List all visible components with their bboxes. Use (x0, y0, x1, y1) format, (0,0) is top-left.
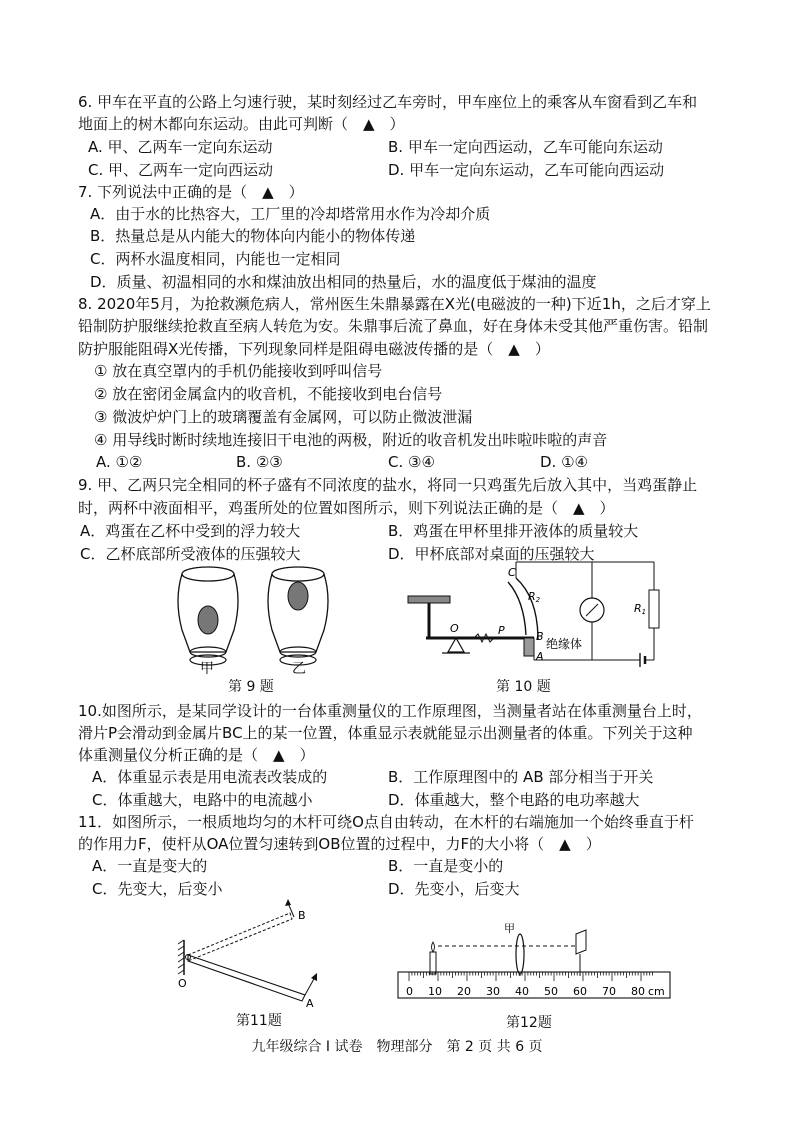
q7-option-a: A．由于水的比热容大，工厂里的冷却塔常用水作为冷却介质 (90, 205, 491, 223)
q10-option-b: B．工作原理图中的 AB 部分相当于开关 (388, 768, 654, 786)
lens-jia (516, 934, 524, 974)
q11-option-d: D．先变小，后变大 (388, 880, 520, 898)
ruler-labels (406, 985, 665, 998)
label-b: B (298, 909, 306, 922)
q6-line-1: 6. 甲车在平直的公路上匀速行驶，某时刻经过乙车旁时，甲车座位上的乘客从车窗看到乙车和 (78, 93, 698, 111)
tick-80: 80 (631, 985, 645, 998)
q8-option-b: B. ②③ (236, 453, 283, 471)
screen-icon (576, 930, 586, 954)
q6-line-2: 地面上的树木都向东运动。由此可判断（ ▲ ） (78, 115, 405, 133)
q10-option-a: A．体重显示表是用电流表改装成的 (92, 768, 328, 786)
q6-option-b: B. 甲车一定向西运动，乙车可能向东运动 (388, 138, 663, 156)
figure-12-optical-bench (394, 920, 676, 1002)
cup-yi (268, 567, 328, 665)
q8-option-d: D. ①④ (540, 453, 588, 471)
q11-line-1: 11．如图所示，一根质地均匀的木杆可绕O点自由转动，在木杆的右端施加一个始终垂直于杆 (78, 813, 694, 831)
ruler-unit: cm (648, 985, 665, 998)
figure-9-cups (168, 560, 338, 670)
q9-line-2: 时，两杯中液面相平，鸡蛋所处的位置如图所示，则下列说法正确的是（ ▲ ） (78, 499, 615, 517)
figure-10-circuit (404, 560, 664, 670)
figure-11-caption: 第11题 (236, 1013, 282, 1029)
tick-70: 70 (602, 985, 616, 998)
page-footer: 九年级综合 I 试卷 物理部分 第 2 页 共 6 页 (251, 1039, 543, 1055)
q11-option-c: C．先变大，后变小 (92, 880, 223, 898)
label-insulator: 绝缘体 (546, 637, 583, 651)
q10-line-1: 10.如图所示，是某同学设计的一台体重测量仪的工作原理图，当测量者站在体重测量台上时， (78, 702, 702, 720)
q8-line-3: 防护服能阻碍X光传播，下列现象同样是阻碍电磁波传播的是（ ▲ ） (78, 340, 550, 358)
q8-line-2: 铅制防护服继续抢救直至病人转危为安。朱鼎事后流了鼻血，好在身体未受其他严重伤害。铅制 (78, 317, 709, 335)
resistor-r1 (649, 590, 659, 628)
tick-60: 60 (573, 985, 587, 998)
label-o: O (178, 977, 187, 990)
label-b: B (536, 630, 544, 643)
q9-option-d: D．甲杯底部对桌面的压强较大 (388, 545, 595, 563)
figure-12-caption: 第12题 (506, 1015, 552, 1031)
figure-9-caption: 第 9 题 (228, 679, 274, 695)
q9-line-1: 9. 甲、乙两只完全相同的杯子盛有不同浓度的盐水，将同一只鸡蛋先后放入其中，当鸡蛋静止 (78, 476, 698, 494)
q8-option-a: A. ①② (96, 453, 143, 471)
label-a: A (306, 997, 314, 1010)
candle-icon (430, 952, 436, 974)
tick-30: 30 (486, 985, 500, 998)
q9-option-b: B．鸡蛋在甲杯里排开液体的质量较大 (388, 522, 639, 540)
q7-option-b: B．热量总是从内能大的物体向内能小的物体传递 (90, 227, 416, 245)
q9-option-c: C．乙杯底部所受液体的压强较大 (80, 545, 301, 563)
q8-item-2: ② 放在密闭金属盒内的收音机，不能接收到电台信号 (94, 385, 443, 403)
figure-9-label-jia: 甲 (200, 661, 214, 677)
figure-10-caption: 第 10 题 (496, 679, 551, 695)
q10-option-d: D．体重越大，整个电路的电功率越大 (388, 791, 640, 809)
q11-line-2: 的作用力F，使杆从OA位置匀速转到OB位置的过程中，力F的大小将（ ▲ ） (78, 835, 601, 853)
tick-40: 40 (515, 985, 529, 998)
q7-option-d: D．质量、初温相同的水和煤油放出相同的热量后，水的温度低于煤油的温度 (90, 273, 597, 291)
q8-option-c: C. ③④ (388, 453, 435, 471)
q11-option-b: B．一直是变小的 (388, 857, 504, 875)
label-c: C (508, 566, 516, 579)
q8-item-3: ③ 微波炉炉门上的玻璃覆盖有金属网，可以防止微波泄漏 (94, 408, 473, 426)
q6-option-a: A. 甲、乙两车一定向东运动 (88, 138, 273, 156)
q10-option-c: C．体重越大，电路中的电流越小 (92, 791, 313, 809)
weighing-platform (408, 596, 450, 603)
label-lens-jia: 甲 (504, 922, 515, 935)
q8-item-1: ① 放在真空罩内的手机仍能接收到呼叫信号 (94, 362, 383, 380)
tick-20: 20 (457, 985, 471, 998)
q9-option-a: A．鸡蛋在乙杯中受到的浮力较大 (80, 522, 301, 540)
q8-line-1: 8. 2020年5月，为抢救濒危病人，常州医生朱鼎暴露在X光(电磁波的一种)下近1h，之后才穿上 (78, 295, 711, 313)
tick-0: 0 (406, 985, 413, 998)
q10-line-3: 体重测量仪分析正确的是（ ▲ ） (78, 746, 315, 764)
q7-line-1: 7. 下列说法中正确的是（ ▲ ） (78, 183, 304, 201)
tick-50: 50 (544, 985, 558, 998)
q11-option-a: A．一直是变大的 (92, 857, 208, 875)
figure-9-label-yi: 乙 (292, 661, 306, 677)
q7-option-c: C．两杯水温度相同，内能也一定相同 (90, 250, 341, 268)
cup-jia (178, 567, 238, 665)
label-a: A (536, 650, 544, 663)
label-r2: R2 (528, 590, 541, 604)
q6-option-d: D. 甲车一定向东运动，乙车可能向西运动 (388, 161, 665, 179)
tick-10: 10 (428, 985, 442, 998)
figure-11-lever (170, 895, 330, 1010)
label-o: O (450, 622, 459, 635)
q6-option-c: C. 甲、乙两车一定向西运动 (88, 161, 274, 179)
label-r1: R1 (634, 602, 647, 616)
q10-line-2: 滑片P会滑动到金属片BC上的某一位置，体重显示表就能显示出测量者的体重。下列关于这种 (78, 724, 693, 742)
q8-item-4: ④ 用导线时断时续地连接旧干电池的两极，附近的收音机发出咔啦咔啦的声音 (94, 431, 608, 449)
label-p: P (498, 624, 505, 637)
